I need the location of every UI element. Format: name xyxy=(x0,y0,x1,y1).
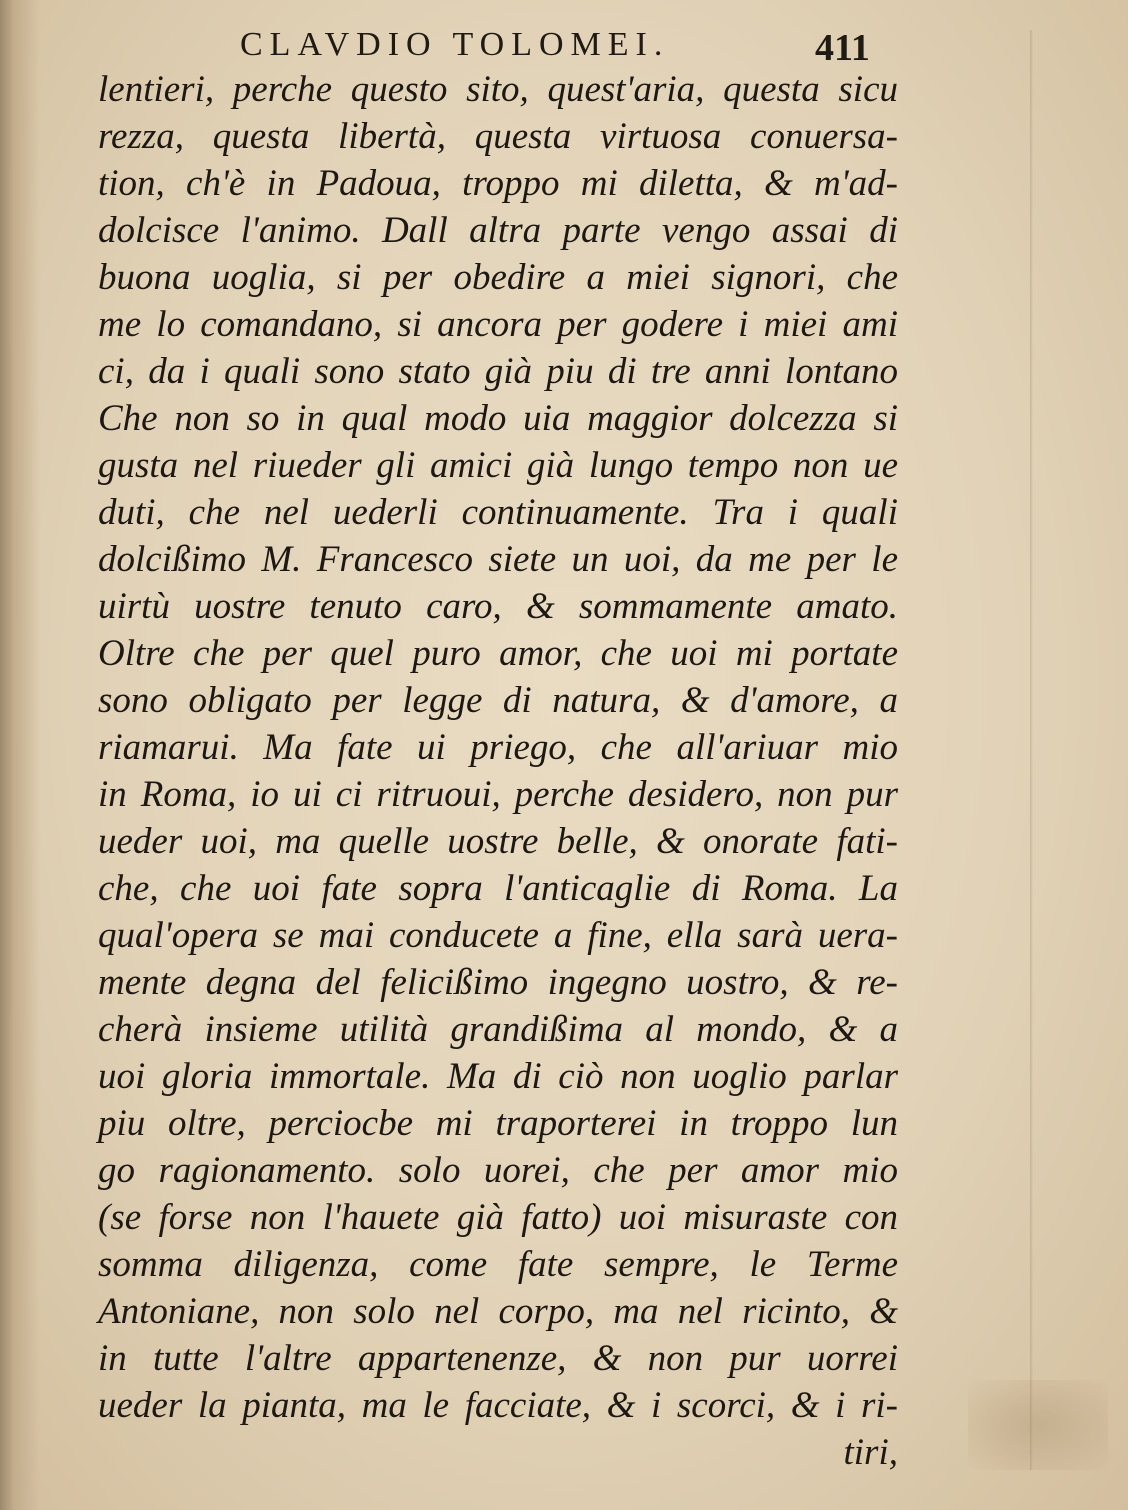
text-line: riamarui. Ma fate ui priego, che all'ariuar mio xyxy=(98,727,898,768)
text-line: qual'opera se mai conducete a fine, ella sarà uera- xyxy=(98,915,898,956)
text-line: in tutte l'altre appartenenze, & non pur uorrei xyxy=(98,1338,898,1379)
text-line: lentieri, perche questo sito, quest'aria, questa sicu xyxy=(98,69,898,110)
catchword: tiri, xyxy=(843,1432,898,1473)
page-header xyxy=(0,22,1128,72)
text-line: Che non so in qual modo uia maggior dolcezza si xyxy=(98,398,898,439)
text-line: ueder uoi, ma quelle uostre belle, & onorate fati- xyxy=(98,821,898,862)
text-line: ci, da i quali sono stato già piu di tre anni lontano xyxy=(98,351,898,392)
paper-stain xyxy=(968,1380,1108,1470)
running-head: CLAVDIO TOLOMEI. xyxy=(240,26,670,63)
text-line: ueder la pianta, ma le facciate, & i scorci, & i ri- xyxy=(98,1385,898,1426)
text-line: piu oltre, perciocbe mi traporterei in troppo lun xyxy=(98,1103,898,1144)
text-line: che, che uoi fate sopra l'anticaglie di Roma. La xyxy=(98,868,898,909)
text-line: (se forse non l'hauete già fatto) uoi misuraste con xyxy=(98,1197,898,1238)
text-line: buona uoglia, si per obedire a miei signori, che xyxy=(98,257,898,298)
text-line: somma diligenza, come fate sempre, le Terme xyxy=(98,1244,898,1285)
body-text xyxy=(98,66,898,1476)
text-line: dolcißimo M. Francesco siete un uoi, da me per le xyxy=(98,539,898,580)
text-line: rezza, questa libertà, questa virtuosa conuersa- xyxy=(98,116,898,157)
text-line: me lo comandano, si ancora per godere i miei ami xyxy=(98,304,898,345)
text-line: gusta nel riueder gli amici già lungo tempo non ue xyxy=(98,445,898,486)
book-spine-shadow xyxy=(0,0,40,1510)
text-line: in Roma, io ui ci ritruoui, perche desidero, non pur xyxy=(98,774,898,815)
text-line: go ragionamento. solo uorei, che per amor mio xyxy=(98,1150,898,1191)
text-line: Oltre che per quel puro amor, che uoi mi portate xyxy=(98,633,898,674)
page-fold-line xyxy=(1030,30,1033,1470)
text-line: dolcisce l'animo. Dall altra parte vengo assai di xyxy=(98,210,898,251)
text-line: sono obligato per legge di natura, & d'amore, a xyxy=(98,680,898,721)
page-number: 411 xyxy=(815,27,870,69)
text-line: duti, che nel uederli continuamente. Tra i quali xyxy=(98,492,898,533)
text-line: uoi gloria immortale. Ma di ciò non uoglio parlar xyxy=(98,1056,898,1097)
text-line: Antoniane, non solo nel corpo, ma nel ricinto, & xyxy=(98,1291,898,1332)
text-line: tion, ch'è in Padoua, troppo mi diletta, & m'ad- xyxy=(98,163,898,204)
text-line: mente degna del felicißimo ingegno uostro, & re- xyxy=(98,962,898,1003)
text-line: uirtù uostre tenuto caro, & sommamente amato. xyxy=(98,586,898,627)
text-line: cherà insieme utilità grandißima al mondo, & a xyxy=(98,1009,898,1050)
